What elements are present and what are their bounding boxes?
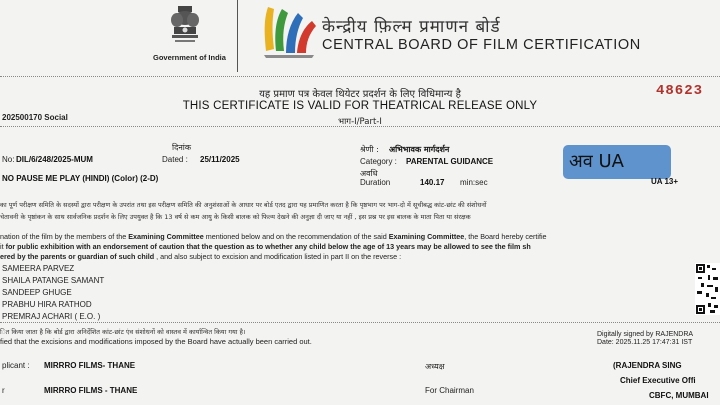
digital-signature-line: Digitally signed by RAJENDRA xyxy=(597,331,694,338)
validity-hindi: यह प्रमाण पत्र केवल थियेटर प्रदर्शन के लिए विधिमान्य है xyxy=(259,89,461,100)
category-label: Category : xyxy=(360,157,397,166)
validity-english: THIS CERTIFICATE IS VALID FOR THEATRICAL RELEASE ONLY xyxy=(182,100,538,112)
for-chairman-label: For Chairman xyxy=(425,386,474,395)
board-name-hindi: केन्द्रीय फ़िल्म प्रमाणन बोर्ड xyxy=(322,17,501,37)
applicant-label: plicant : xyxy=(2,361,30,370)
body-hindi-top: का पूर्ण परीक्षण समिति के सदस्यों द्वारा परीक्षण के उपरांत तथा इस परीक्षण समिति की अनुशंसाओं के आधार पर बोर्ड एतद द्वारा यह प्रमाणित करता है कि पृष्ठभाग पर भाग-दो में सूचीबद्ध कांट-छांट की संशोधनों xyxy=(0,201,487,209)
signatory-office: CBFC, MUMBAI xyxy=(649,391,709,400)
committee-member: SANDEEP GHUGE xyxy=(2,288,72,297)
duration-label: Duration xyxy=(360,178,391,187)
separator-bottom xyxy=(0,322,720,323)
serial-number: 48623 xyxy=(656,83,704,99)
body-hindi-line: चेतावनी के पृष्ठांकन के साथ सार्वजनिक प्रदर्शन के लिए उपयुक्त है कि 13 वर्ष से कम आयु के किसी बालक को फिल्म देखने की अनुज्ञा दी जाए या नहीं , इस प्रश्न पर इस बालक के माता पिता या संरक्षक xyxy=(0,213,471,221)
producer-label: r xyxy=(2,386,5,395)
duration-label-hindi: अवधि xyxy=(360,169,378,178)
body-english-line-2: it for public exhibition with an endorsement of caution that the question as to whether any child below the age of 13 years may be allowed to see the film sh xyxy=(0,242,531,251)
committee-member: PREMRAJ ACHARI ( E.O. ) xyxy=(2,312,101,321)
committee-member: PRABHU HIRA RATHOD xyxy=(2,300,92,309)
rating-badge-text: अव UA xyxy=(569,151,624,172)
category-value: PARENTAL GUIDANCE xyxy=(406,157,494,166)
cert-no-value: DIL/6/248/2025-MUM xyxy=(16,155,93,164)
cert-no-label: No: xyxy=(2,155,15,164)
government-label: Government of India xyxy=(153,53,226,62)
committee-member: SHAILA PATANGE SAMANT xyxy=(2,276,105,285)
body-english-line-3: ered by the parents or guardian of such child , and also subject to excision and modification listed in part II on the reverse : xyxy=(0,252,402,261)
category-label-hindi: श्रेणी : xyxy=(360,145,379,154)
separator-top xyxy=(0,76,720,77)
producer-value: MIRRRO FILMS - THANE xyxy=(44,386,138,395)
signatory-name: (RAJENDRA SING xyxy=(613,361,682,370)
footer-hindi-line: ित किया जाता है कि बोर्ड द्वारा अनिर्देशित कांट-छांट एंव संशोधनों को वास्तव में कार्यान्वित किया गया है। xyxy=(0,328,246,336)
committee-member: SAMEERA PARVEZ xyxy=(2,264,75,273)
duration-value: 140.17 xyxy=(420,178,445,187)
separator-mid xyxy=(0,126,720,127)
digital-signature-date: Date: 2025.11.25 17:47:31 IST xyxy=(597,339,693,346)
reference-number: 202500170 Social xyxy=(2,113,68,122)
header-divider xyxy=(237,0,238,72)
chair-label-hindi: अध्यक्ष xyxy=(425,362,445,371)
body-english-line-1: nation of the film by the members of the Examining Committee mentioned below and on the recommendation of the said Examining Committee, the Board hereby certifie xyxy=(0,232,547,241)
date-value: 25/11/2025 xyxy=(200,155,240,164)
rating-badge-sub: UA 13+ xyxy=(651,177,679,186)
date-label: Dated : xyxy=(162,155,188,164)
film-title: NO PAUSE ME PLAY (HINDI) (Color) (2-D) xyxy=(2,174,159,183)
signatory-title: Chief Executive Offi xyxy=(620,376,696,385)
date-label-hindi: दिनांक xyxy=(172,143,191,152)
applicant-value: MIRRRO FILMS- THANE xyxy=(44,361,136,370)
category-value-hindi: अभिभावक मार्गदर्शन xyxy=(389,145,450,154)
duration-unit: min:sec xyxy=(460,178,488,187)
footer-english-line: fied that the excisions and modifications imposed by the Board have actually been carried out. xyxy=(0,337,312,346)
board-name-english: CENTRAL BOARD OF FILM CERTIFICATION xyxy=(322,37,641,53)
part-label: भाग-I/Part-I xyxy=(338,117,382,127)
